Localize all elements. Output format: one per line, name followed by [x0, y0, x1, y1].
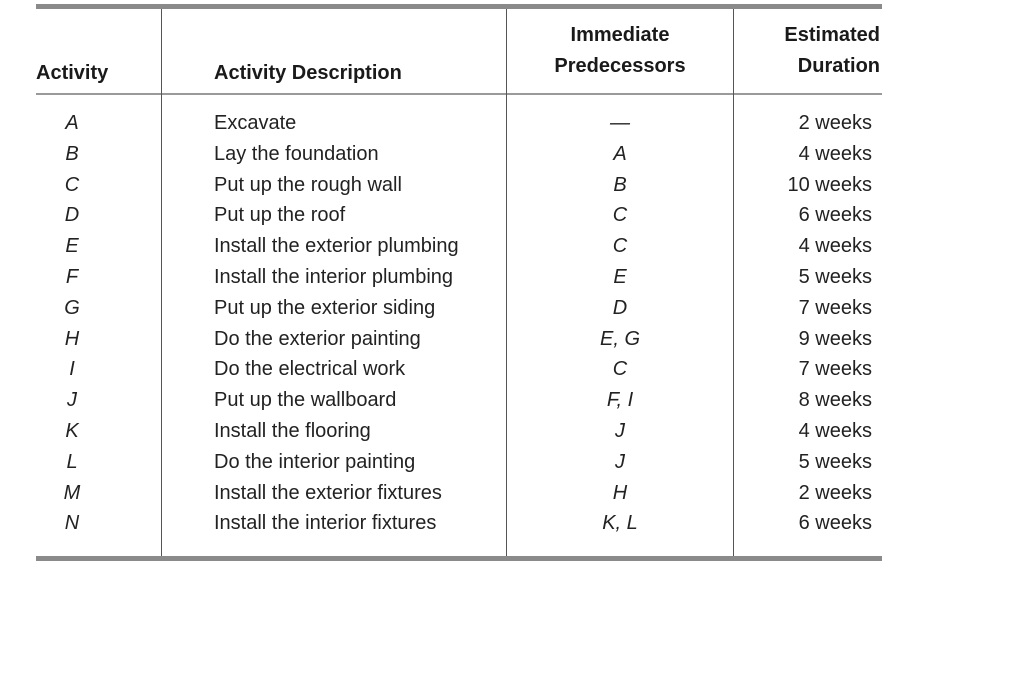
table-row: [36, 478, 882, 509]
description-cell: Do the interior painting: [214, 450, 416, 473]
table-row: [36, 324, 882, 355]
table-row: [36, 447, 882, 478]
description-cell: Put up the roof: [214, 204, 346, 227]
duration-cell: 5 weeks: [798, 450, 872, 473]
activity-cell: B: [65, 142, 79, 165]
table-row: [36, 508, 882, 539]
activity-cell: F: [65, 265, 79, 288]
predecessors-cell: D: [612, 296, 628, 319]
predecessors-cell: C: [612, 204, 628, 227]
predecessors-cell: —: [610, 112, 630, 134]
duration-cell: 4 weeks: [798, 142, 872, 165]
activity-cell: I: [69, 358, 75, 381]
predecessors-cell: C: [612, 358, 628, 381]
table-body: [36, 108, 882, 539]
description-cell: Put up the rough wall: [214, 173, 402, 196]
description-cell: Install the exterior plumbing: [214, 235, 459, 258]
activity-cell: N: [64, 512, 80, 535]
description-cell: Put up the exterior siding: [214, 296, 436, 319]
duration-cell: 2 weeks: [798, 481, 872, 504]
activity-cell: D: [64, 204, 80, 227]
header-activity: [36, 9, 156, 93]
predecessors-cell: J: [615, 419, 625, 442]
duration-cell: 4 weeks: [798, 419, 872, 442]
predecessors-cell: A: [613, 142, 627, 165]
activity-cell: A: [65, 112, 79, 134]
table-row: [36, 416, 882, 447]
activity-cell: C: [64, 173, 80, 196]
duration-cell: 6 weeks: [798, 512, 872, 535]
header-description: [214, 9, 504, 93]
activity-cell: E: [65, 235, 79, 258]
activity-cell: J: [67, 389, 77, 412]
table-row: [36, 385, 882, 416]
predecessors-cell: B: [613, 173, 627, 196]
activity-cell: G: [64, 296, 80, 319]
table-row: [36, 108, 882, 139]
duration-cell: 7 weeks: [798, 358, 872, 381]
header-predecessors-line1: Immediate: [570, 24, 670, 46]
header-predecessors: [507, 9, 733, 93]
predecessors-cell: H: [612, 481, 628, 504]
description-cell: Excavate: [214, 112, 297, 134]
header-duration-line2: Duration: [797, 55, 880, 77]
description-cell: Put up the wallboard: [214, 389, 397, 412]
table-header-rule: [36, 93, 882, 95]
description-cell: Do the electrical work: [214, 358, 406, 381]
predecessors-cell: J: [615, 450, 625, 473]
predecessors-cell: K, L: [602, 512, 638, 535]
table-row: [36, 139, 882, 170]
table-row: [36, 354, 882, 385]
description-cell: Install the flooring: [214, 419, 371, 442]
activity-cell: K: [65, 419, 79, 442]
table-row: [36, 231, 882, 262]
table-row: [36, 262, 882, 293]
table-row: [36, 293, 882, 324]
table-bottom-rule: [36, 556, 882, 561]
predecessors-cell: E: [613, 265, 627, 288]
duration-cell: 8 weeks: [798, 389, 872, 412]
activity-cell: L: [66, 450, 78, 473]
header-predecessors-line2: Predecessors: [554, 55, 686, 77]
description-cell: Lay the foundation: [214, 142, 379, 165]
predecessors-cell: F, I: [606, 389, 634, 412]
predecessors-cell: E, G: [599, 327, 640, 350]
header-duration-line1: Estimated: [784, 24, 880, 46]
duration-cell: 2 weeks: [798, 112, 872, 134]
duration-cell: 4 weeks: [798, 235, 872, 258]
description-cell: Install the interior fixtures: [214, 512, 437, 535]
table-row: [36, 170, 882, 201]
description-cell: Do the exterior painting: [214, 327, 421, 350]
duration-cell: 7 weeks: [798, 296, 872, 319]
header-description-label: Activity Description: [214, 62, 402, 84]
duration-cell: 5 weeks: [798, 265, 872, 288]
duration-cell: 9 weeks: [798, 327, 872, 350]
activity-table: [36, 4, 882, 564]
description-cell: Install the interior plumbing: [214, 265, 454, 288]
header-duration: [734, 9, 882, 93]
header-activity-label: Activity: [36, 62, 109, 84]
duration-cell: 6 weeks: [798, 204, 872, 227]
activity-cell: H: [64, 327, 80, 350]
duration-cell: 10 weeks: [787, 173, 872, 196]
description-cell: Install the exterior fixtures: [214, 481, 442, 504]
table-row: [36, 200, 882, 231]
activity-cell: M: [63, 481, 81, 504]
predecessors-cell: C: [612, 235, 628, 258]
